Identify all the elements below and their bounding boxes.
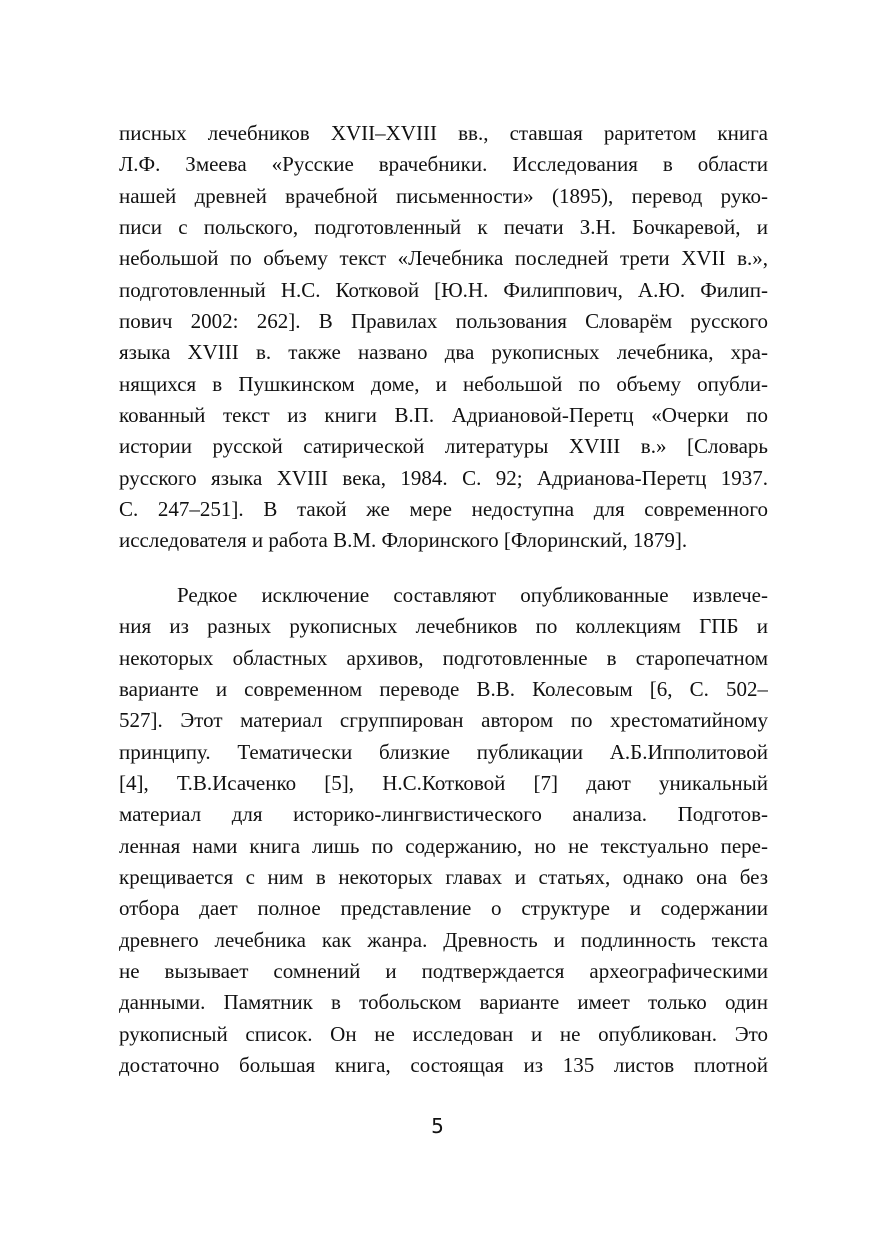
- text-line: рукописный список. Он не исследован и не опубликован. Это: [119, 1021, 768, 1046]
- text-line: варианте и современном переводе В.В. Колесовым [6, С. 502–: [119, 677, 768, 702]
- text-line: исследователя и работа В.М. Флоринского [Флоринский, 1879].: [119, 528, 688, 553]
- text-line: достаточно большая книга, состоящая из 135 листов плотной: [119, 1053, 768, 1078]
- text-line: ния из разных рукописных лечебников по коллекциям ГПБ и: [119, 614, 768, 639]
- text-line: 527]. Этот материал сгруппирован автором по хрестоматийному: [119, 708, 768, 733]
- text-line: нашей древней врачебной письменности» (1895), перевод руко-: [119, 183, 768, 208]
- paragraph-1: [119, 118, 768, 557]
- text-line: не вызывает сомнений и подтверждается археографическими: [119, 959, 768, 984]
- text-line: писных лечебников XVII–XVIII вв., ставшая раритетом книга: [119, 121, 768, 145]
- text-line: пович 2002: 262]. В Правилах пользования Словарём русского: [119, 309, 768, 334]
- text-line: Л.Ф. Змеева «Русские врачебники. Исследования в области: [119, 152, 768, 177]
- text-line: крещивается с ним в некоторых главах и статьях, однако она без: [119, 865, 768, 890]
- text-line: [4], Т.В.Исаченко [5], Н.С.Котковой [7] дают уникальный: [119, 771, 768, 796]
- text-line: данными. Памятник в тобольском варианте имеет только один: [119, 990, 768, 1015]
- text-line: русского языка XVIII века, 1984. С. 92; Адрианова-Перетц 1937.: [119, 465, 768, 490]
- text-line: принципу. Тематически близкие публикации А.Б.Ипполитовой: [119, 739, 768, 764]
- paragraph-2: [119, 580, 768, 1082]
- text-line: С. 247–251]. В такой же мере недоступна для современного: [119, 497, 768, 522]
- text-line: истории русской сатирической литературы XVIII в.» [Словарь: [119, 434, 768, 459]
- text-line: кованный текст из книги В.П. Адриановой-Перетц «Очерки по: [119, 403, 768, 428]
- text-line: Редкое исключение составляют опубликованные извлече-: [177, 583, 768, 607]
- text-line: материал для историко-лингвистического анализа. Подготов-: [119, 802, 768, 827]
- text-line: небольшой по объему текст «Лечебника последней трети XVII в.»,: [119, 246, 768, 271]
- text-line: отбора дает полное представление о структуре и содержании: [119, 896, 768, 921]
- text-line: древнего лечебника как жанра. Древность и подлинность текста: [119, 927, 768, 952]
- text-line: языка XVIII в. также названо два рукописных лечебника, хра-: [119, 340, 768, 365]
- page-number: 5: [431, 1114, 444, 1138]
- text-line: ленная нами книга лишь по содержанию, но не текстуально пере-: [119, 833, 768, 858]
- text-line: писи с польского, подготовленный к печати З.Н. Бочкаревой, и: [119, 215, 768, 240]
- text-line: нящихся в Пушкинском доме, и небольшой по объему опубли-: [119, 371, 768, 396]
- text-line: некоторых областных архивов, подготовленные в старопечатном: [119, 645, 768, 670]
- text-line: подготовленный Н.С. Котковой [Ю.Н. Филиппович, А.Ю. Филип-: [119, 277, 768, 302]
